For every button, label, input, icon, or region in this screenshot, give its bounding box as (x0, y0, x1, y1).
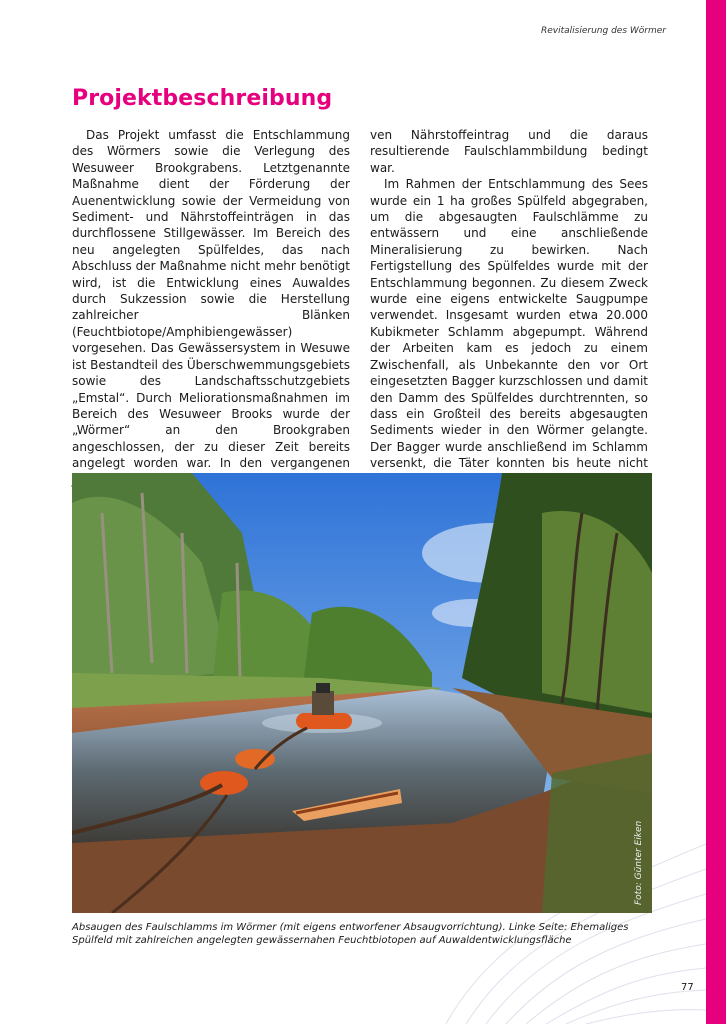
body-paragraph: Das Projekt umfasst die Entschlammung des Wörmers sowie die Verlegung des Wesuweer Brookgrabens. Letztgenannte Maßnahme dient der Förderung der Auenentwicklung sowie der Vermeidung von Sediment- und Nährstoffeinträgen in das durchflossene Stillgewässer. Im Bereich des neu angelegten Spülfeldes, das nach Abschluss der Maßnahme nicht mehr benötigt wird, ist die Entwicklung eines Auwaldes durch Sukzession sowie die Herstellung zahlreicher Blänken (Feuchtbiotope/Amphibiengewässer) vorgesehen. Das Gewässersystem in Wesuwe ist Bestandteil des Überschwemmungsgebiets sowie des Landschaftsschutzgebiets „Emstal“. Durch Meliorationsmaßnahmen im Bereich des Wesuweer Brooks wurde der „Wörmer“ an den Brookgraben angeschlossen, der zu dieser Zeit bereits angelegt worden war. In den vergangenen (72, 128, 351, 471)
page-title: Projektbeschreibung (72, 86, 333, 111)
photo-credit: Foto: Günter Eiken (634, 820, 644, 905)
body-paragraph: ven Nährstoffeintrag und die daraus resultierende Faulschlammbildung bedingt war. (370, 128, 648, 175)
body-paragraph: Im Rahmen der Entschlammung des Sees wurde ein 1 ha großes Spülfeld abgegraben, um die abgesaugten Faulschlämme zu entwässern und eine anschließende Mineralisierung zu bewirken. Nach Fertigstellung des Spülfeldes wurde mit der Entschlammung begonnen. Zu diesem Zweck wurde eine eigens entwickelte Saugpumpe verwendet. Insgesamt wurden etwa 20.000 Kubikmeter Schlamm abgepumpt. Während der Arbeiten kam es jedoch zu einem Zwischenfall, als Unbekannte den vor Ort eingesetzten Bagger kurzschlossen und damit den Damm des Spülfeldes durchtrennten, so dass ein Großteil des bereits abgesaugten Sediments wieder in den Wörmer gelangte. Der Bagger wurde anschließend im Schlamm versenkt, die Täter konnten bis heute nicht (370, 177, 648, 471)
lake-photo (72, 473, 652, 913)
running-header: Revitalisierung des Wörmer (541, 26, 666, 36)
text-column-left (72, 127, 350, 504)
page-number: 77 (681, 982, 694, 993)
accent-bar (706, 0, 726, 1024)
figure-caption: Absaugen des Faulschlamms im Wörmer (mit eigens entworfener Absaugvorrichtung). Linke Seite: Ehemaliges Spülfeld mit zahlreichen angelegten gewässernahen Feuchtbiotopen auf Auwaldentwicklungsfläche (72, 922, 629, 946)
text-column-right (370, 127, 648, 504)
